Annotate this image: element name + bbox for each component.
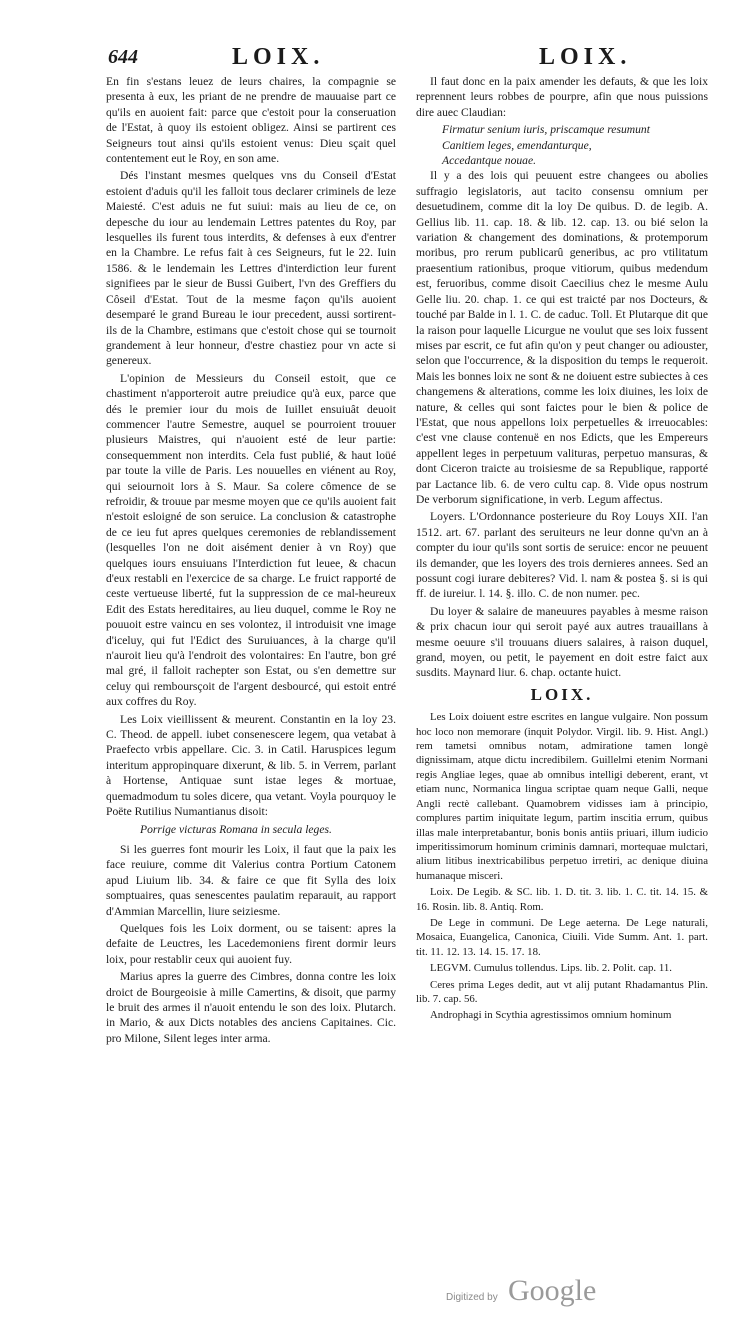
verse-line: Canitiem leges, emendanturque, — [442, 138, 592, 152]
section-title: LOIX. — [530, 684, 594, 704]
left-column — [106, 74, 396, 1048]
paragraph: Loyers. L'Ordonnance posterieure du Roy Louys XII. l'an 1512. art. 67. parlant des seruiteurs ne leur donne qu'vn an à compter du iour qu'ils sont sortis de seruice: encor ne peuuent ils demander, que les loyers des trois dernieres annees. Sed an possunt cogi iurare debiteres? Vid. l. nam & postea §. si is qui ff. de iureiur. l. 14. §. illo. C. de non numer. pec. — [416, 510, 708, 601]
running-title-left: LOIX. — [232, 44, 325, 70]
paragraph: Si les guerres font mourir les Loix, il faut que la paix les face reuiure, comme dit Valerius contra Portium Catonem apud Liuium lib. 34. & faire ce que fit Sylla des loix somptuaires, quas senescentes paulatim reparauit, au rapport d'Ammian Marcellin, liure seiziesme. — [106, 842, 396, 918]
paragraph: Marius apres la guerre des Cimbres, donna contre les loix droict de Bourgeoisie à mille Camertins, & disoit, que parmy le bruit des armes il n'auoit entendu le son des loix. Plutarch. in Mario, & aux Dicts notables des anciens Capitaines. Cic. pro Milone, Silent leges inter arma. — [106, 970, 396, 1045]
paragraph: Quelques fois les Loix dorment, ou se taisent: apres la defaite de Leuctres, les Lacedemoniens firent dormir leurs loix, pour restablir ceux qui auoient fuy. — [106, 921, 396, 966]
page-header — [108, 44, 708, 72]
paragraph: LEGVM. Cumulus tollendus. Lips. lib. 2. Polit. cap. 11. — [430, 962, 672, 975]
paragraph: Il faut donc en la paix amender les defauts, & que les loix reprennent leurs robbes de pourpre, afin que nous puissions dire auec Claudian: — [416, 75, 708, 119]
paragraph: En fin s'estans leuez de leurs chaires, la compagnie se presenta à eux, les priant de ne prendre de mauuaise part ce qu'ils en auoient fait: parce que c'estoit pour la conseruation de l'Estat, à quoy ils estoient obligez. Ainsi se partirent ces Seigneurs tout ainsi qu'ils estoient venus: Dieu sçait quel contentement eut le Roy, en son ame. — [106, 75, 396, 166]
verse-line: Accedantque nouae. — [442, 154, 537, 168]
digitized-by-label: Digitized by — [446, 1292, 498, 1303]
running-title-right: LOIX. — [539, 44, 632, 70]
paragraph: Androphagi in Scythia agrestissimos omnium hominum — [430, 1009, 672, 1022]
verse-line: Porrige victuras Romana in secula leges. — [140, 822, 332, 836]
google-logo: Google — [508, 1274, 597, 1307]
paragraph: Les Loix vieillissent & meurent. Constantin en la loy 23. C. Theod. de appell. iubet consenescere legem, qua vetabat à Praefecto vrbis appellare. Cic. 3. in Catil. Haruspices legum interitum appropinquare dixerunt, & lib. 5. in Verrem, parlant à Hortense, Antiquae sunt istae leges & mortuae, quemadmodum tu soles dicere, qua vetant. Voyla pourquoy le Poëte Rutilius Numantianus disoit: — [106, 712, 396, 819]
right-column — [416, 74, 708, 1025]
page-number: 644 — [108, 46, 138, 68]
paragraph: De Lege in communi. De Lege aeterna. De Lege naturali, Mosaica, Euangelica, Canonica, Ciuili. Vide Summ. Ant. 1. part. tit. 11. 12. 13. 14. 15. 17. 18. — [416, 916, 708, 958]
paragraph: Ceres prima Leges dedit, aut vt alij putant Rhadamantus Plin. lib. 7. cap. 56. — [416, 978, 708, 1005]
verse-line: Firmatur senium iuris, priscamque resumunt — [442, 123, 650, 137]
paragraph: Loix. De Legib. & SC. lib. 1. D. tit. 3. lib. 1. C. tit. 14. 15. & 16. Rosin. lib. 8. Antiq. Rom. — [416, 886, 708, 913]
paragraph: Il y a des lois qui peuuent estre changees ou abolies suffragio legislatoris, aut tacito consensu omnium per desuetudinem, comme dit la loy De quibus. D. de legib. A. Gellius lib. 11. cap. 18. & lib. 12. cap. 13. ou bié selon la variation & changement des dominations, & protemporum moribus, pro rerum publicarû generibus, ac pro vtilitatum praesentium rationibus, proque vitiorum, quibus medendum est, feruoribus, comme disoit Caecilius chez le mesme Aulu Gelle liu. 20. chap. 1. ce qui est traicté par nos Docteurs, & touché par Balde in l. 1. C. de caduc. Toll. Et Plutarque dit que la raison pour laquelle Licurgue ne voulut que ses loix fussent mises par escrit, ce fut afin qu'on y peut changer ou adiouster, selon que l'occurrence, & la disposition du temps le requeroit. Mais les bonnes loix ne sont & ne doiuent estre subiectes à ces changemens & alterations, comme les loix diuines, les loix de nature, & celles qui sont faictes pour le bien & police de l'Estat, que nous appellons loix perpetuelles & irreuocables: c'est vne clause contenuë en nos Edicts, que les Empereurs appellent leges in perpetuum valituras, perpetuo mansuras, & dont Ciceron traicte au troisiesme de sa Republique, rapporté par Lactance lib. 6. de vero cultu cap. 8. Vide opus nostrum De verborum significatione, in verb. Legum affectus. — [416, 169, 708, 506]
paragraph: Du loyer & salaire de maneuures payables à mesme raison & prix chacun iour qui seroit payé aux autres trauaillans à mesme oeuure s'il trouuans diuers salaires, à raison duquel, grand, moyen, ou petit, le payement en doit estre faict aux susdits. Maynard liur. 6. chap. octante huict. — [416, 604, 708, 680]
paragraph: Les Loix doiuent estre escrites en langue vulgaire. Non possum hoc loco non memorare (inquit Polydor. Virgil. lib. 9. Hist. Angl.) rem tametsi omnibus notam, admiratione tamen longè dignissimam, atque dictu incredibilem. Guillelmi etenim Normani regis Angliae leges, quae ab omnibus intelligi deberent, erant, vt etiam nunc, Normanica lingua scriptae quam neque Galli, neque Angli rectè callebant. Quamobrem vidisses iam à principio, complures partim iniquitate legum, partim inscitia errum, quibus illas male interpretabantur, bonis bonis antiis priuari, illum iudicio imperitissimorum hominum criminis damnari, mortequae mulctari, alium litibus inextricabilibus perpetuo irretiri, ac denique diuina humanaque misceri. — [416, 711, 708, 882]
paragraph: Dés l'instant mesmes quelques vns du Conseil d'Estat estoient d'aduis qu'il les falloit tous declarer criminels de leze Maiesté. C'est aduis ne fut suiui: mais au lieu de ce, on depesche du iour au lendemain Lettres patentes du Roy, par lesquelles ils furent tous interdits, & defenses à eux d'entrer en la Chambre. Le refus fait à ces Seigneurs, fut le 22. Iuin 1586. & le lendemain les Lettres d'interdiction leur furent signifiees par le sieur de Bussi Guibert, l'vn des Greffiers du Côseil d'Estat. Tout de la mesme façon qu'ils auoient desemparé le grand Bureau le iour precedent, aussi sortirent-ils de la Chambre, estimans que c'estoit chose qui se tournoit grandement à leur honneur, d'estre chastiez pour vn acte si genereux. — [106, 169, 396, 368]
digitization-watermark — [446, 1274, 636, 1314]
paragraph: L'opinion de Messieurs du Conseil estoit, que ce chastiment n'apporteroit autre preiudice qu'à eux, parce que dés le premier iour du mois de Iuillet ensuiuât deuoit commencer l'autre Semestre, auquel se pourroient trouuer plusieurs Maistres, qui n'auoient esté de leur partie: consequemment non interdits. Cela fust publié, & haut loüé par toute la ville de Paris. Les nouuelles en viénent au Roy, qui seiournoit lors à S. Maur. Sa colere cômence de se refroidir, & trouue par mesme moyen que ce qu'ils auoient fait n'estoit esloigné de son seruice. La conclusion & catastrophe de ce ieu fut apres quelques ceremonies de reblandissement (lesquelles l'on ne doit aisément denier à vn Roy) que quelques iours ensuiuans l'Interdiction fut leuee, & chacun d'eux restabli en l'exercice de sa charge. Le fruict rapporté de ceste vertueuse liberté, fut la suppression de ce mal-heureux Edit des Estats hereditaires, au lieu duquel, comme le Roy ne pouuoit estre vaincu en ses volontez, il introduisit vne image d'iceluy, qui fut l'Edict des Suruiuances, à la charge qu'il n'auroit lieu qu'à l'endroit des volontaires: En l'autre, bon gré mal gré, il falloit rachepter son Estat, ou s'en demettre sur celuy qui remboursçoit de l'argent desbourcé, qui estoit entré aux coffres du Roy. — [106, 371, 396, 709]
